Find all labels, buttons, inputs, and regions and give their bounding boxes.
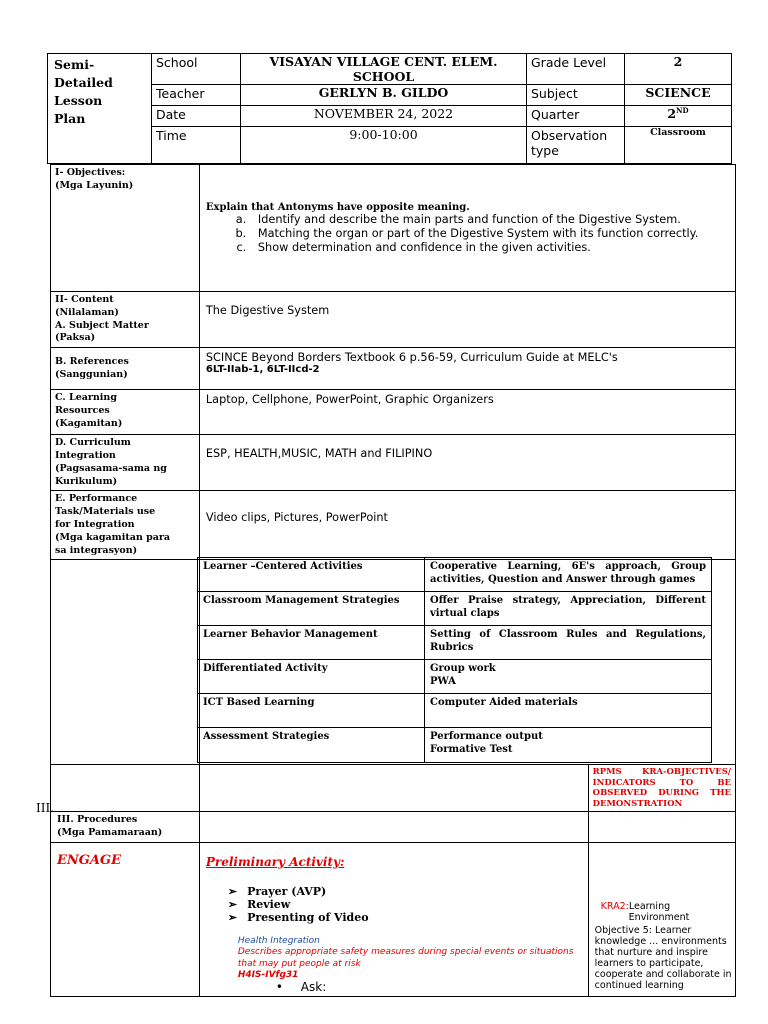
engage-phase: ENGAGE: [57, 852, 121, 868]
health-integration-title: Health Integration: [237, 935, 320, 946]
header-table: [47, 53, 732, 164]
kra-line-2: Objective 5: Learner knowledge ... environments that nurture and inspire learners to participate, cooperate and collaborate in continued learning: [594, 924, 732, 991]
kra-line-1: KRA2:Learning Environment: [600, 900, 690, 923]
strategy-left: Classroom Management Strategies: [198, 592, 425, 626]
plan-title: Semi- Detailed Lesson Plan: [48, 54, 152, 164]
strategy-left: ICT Based Learning: [198, 694, 425, 728]
grade-level-label: Grade Level: [527, 54, 625, 85]
strategy-right: Cooperative Learning, 6E's approach, Group activities, Question and Answer through games: [425, 558, 712, 592]
content-value: The Digestive System: [199, 292, 735, 348]
preliminary-item: ➢ Prayer (AVP): [228, 885, 582, 898]
strategy-left: Differentiated Activity: [198, 660, 425, 694]
objectives-cell: [199, 165, 735, 292]
strategy-right: Computer Aided materials: [425, 694, 712, 728]
procedures-roman: III.: [36, 801, 55, 815]
teacher-value: GERLYN B. GILDO: [241, 85, 527, 106]
references-label: B. References (Sanggunian): [51, 348, 200, 390]
references-value: SCINCE Beyond Borders Textbook 6 p.56-59, Curriculum Guide at MELC's: [205, 351, 618, 365]
objectives-title: Explain that Antonyms have opposite meaning.: [205, 202, 470, 213]
references-codes: 6LT-IIab-1, 6LT-IIcd-2: [205, 364, 320, 376]
performance-label: E. Performance Task/Materials use for Integration (Mga kagamitan para sa integrasyon): [51, 491, 200, 560]
performance-value: Video clips, Pictures, PowerPoint: [199, 491, 735, 560]
resources-value: Laptop, Cellphone, PowerPoint, Graphic Organizers: [199, 390, 735, 435]
rpms-note: RPMS KRA-OBJECTIVES/ INDICATORS TO BE OBSERVED DURING THE DEMONSTRATION: [592, 767, 731, 809]
time-value: 9:00-10:00: [241, 127, 527, 164]
time-label: Time: [152, 127, 241, 164]
quarter-label: Quarter: [527, 106, 625, 127]
subject-value: SCIENCE: [625, 85, 732, 106]
strategy-left: Assessment Strategies: [198, 728, 425, 763]
procedures-blank: [199, 812, 588, 843]
strategy-left: Learner Behavior Management: [198, 626, 425, 660]
preliminary-item: ➢ Presenting of Video: [228, 911, 582, 924]
preliminary-item: ➢ Review: [228, 898, 582, 911]
content-label: II- Content (Nilalaman) A. Subject Matter (Paksa): [51, 292, 200, 348]
strategy-right: Offer Praise strategy, Appreciation, Different virtual claps: [425, 592, 712, 626]
engage-phase-cell: [51, 842, 200, 996]
integration-value: ESP, HEALTH,MUSIC, MATH and FILIPINO: [199, 435, 735, 491]
ask-line: [206, 980, 582, 994]
integration-label: D. Curriculum Integration (Pagsasama-sama ng Kurikulum): [51, 435, 200, 491]
rpms-label-empty: [51, 765, 200, 812]
teacher-label: Teacher: [152, 85, 241, 106]
strategy-right: Setting of Classroom Rules and Regulations, Rubrics: [425, 626, 712, 660]
resources-label: C. Learning Resources (Kagamitan): [51, 390, 200, 435]
school-value: VISAYAN VILLAGE CENT. ELEM. SCHOOL: [241, 54, 527, 85]
rpms-note-cell: [588, 765, 735, 812]
procedures-label: III. Procedures (Mga Pamamaraan): [51, 812, 200, 843]
procedures-note-blank: [588, 812, 735, 843]
school-label: School: [152, 54, 241, 85]
grade-level-value: 2: [625, 54, 732, 85]
strategy-left: Learner –Centered Activities: [198, 558, 425, 592]
health-integration-code: H4IS-IVfg31: [237, 969, 299, 980]
objective-item: a. Identify and describe the main parts and function of the Digestive System.: [250, 213, 729, 227]
objective-item: c. Show determination and confidence in the given activities.: [250, 241, 729, 255]
objective-item: b. Matching the organ or part of the Digestive System with its function correctly.: [250, 227, 729, 241]
engage-content: [199, 842, 588, 996]
preliminary-heading: Preliminary Activity:: [205, 854, 345, 869]
rpms-blank: [199, 765, 588, 812]
observation-type-value: Classroom: [625, 127, 732, 164]
subject-label: Subject: [527, 85, 625, 106]
ask-text: Ask:: [300, 979, 327, 994]
objectives-list: [206, 213, 729, 255]
date-value: NOVEMBER 24, 2022: [241, 106, 527, 127]
strategy-right: Performance output Formative Test: [425, 728, 712, 763]
strategies-table: [197, 557, 712, 763]
observation-type-label: Observation type: [527, 127, 625, 164]
preliminary-list: [206, 885, 582, 924]
strategy-right: Group work PWA: [425, 660, 712, 694]
bullet-icon: •: [275, 979, 283, 994]
quarter-value: 2ND: [625, 106, 732, 127]
kra-cell: [588, 842, 735, 996]
date-label: Date: [152, 106, 241, 127]
references-cell: [199, 348, 735, 390]
objectives-label: I- Objectives: (Mga Layunin): [51, 165, 200, 292]
strategies-label-empty: [51, 560, 200, 765]
health-integration: [206, 936, 582, 980]
health-integration-desc: Describes appropriate safety measures during special events or situations that may put people at risk: [237, 946, 574, 969]
